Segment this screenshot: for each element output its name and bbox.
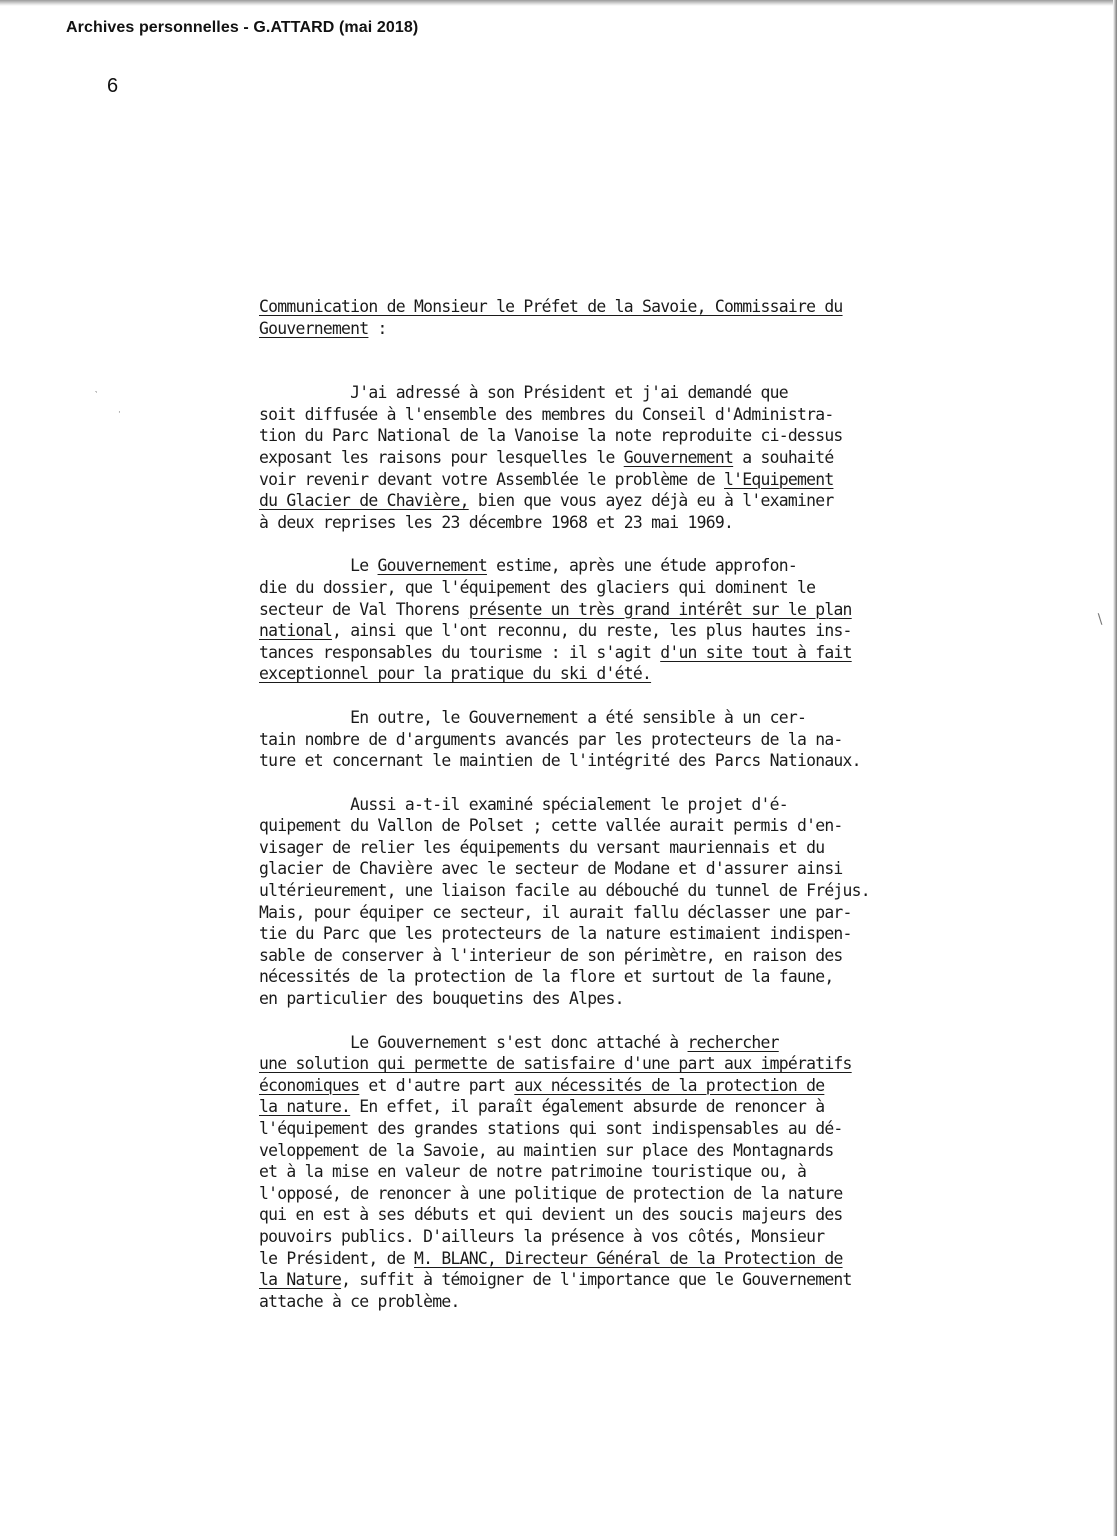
underlined-text: présente un très grand intérêt sur le plan xyxy=(468,599,852,619)
scan-speck: ‵ xyxy=(95,390,98,401)
paragraph xyxy=(259,382,999,533)
underlined-text: Gouvernement xyxy=(623,447,734,467)
text-line: soit diffusée à l'ensemble des membres du Conseil d'Administra- xyxy=(259,404,834,424)
text: a souhaité xyxy=(733,447,834,467)
paragraph xyxy=(259,707,999,772)
text: exposant les raisons pour lesquelles le xyxy=(259,447,624,467)
archive-header: Archives personnelles - G.ATTARD (mai 2018) xyxy=(66,19,419,36)
text-line: Mais, pour équiper ce secteur, il aurait fallu déclasser une par- xyxy=(259,902,852,922)
text: , suffit à témoigner de l'importance que le Gouvernement xyxy=(341,1270,852,1290)
text-line xyxy=(259,1269,999,1291)
text-line xyxy=(259,1075,999,1097)
text: voir revenir devant votre Assemblée le problème de xyxy=(259,469,725,489)
text: En effet, il paraît également absurde de renoncer à xyxy=(350,1097,825,1117)
underlined-text: M. BLANC, Directeur Général de la Protection de xyxy=(414,1248,843,1268)
underlined-text: l'Equipement xyxy=(724,469,834,489)
text: , ainsi que l'ont reconnu, du reste, les plus hautes ins- xyxy=(331,621,852,641)
underlined-text: économiques xyxy=(259,1075,360,1095)
text-line: qui en est à ses débuts et qui devient un des soucis majeurs des xyxy=(259,1205,843,1225)
title-suffix: : xyxy=(368,318,387,338)
underlined-text: une solution qui permette de satisfaire d'une part aux impératifs xyxy=(259,1054,852,1074)
scan-edge-top xyxy=(0,0,1117,6)
underlined-text: Gouvernement xyxy=(377,556,487,576)
underlined-text: la Nature xyxy=(259,1270,342,1290)
text-line: ture et concernant le maintien de l'intégrité des Parcs Nationaux. xyxy=(259,751,861,771)
text-line xyxy=(259,1096,999,1118)
text-line: à deux reprises les 23 décembre 1968 et 23 mai 1969. xyxy=(259,512,734,532)
text-line: En outre, le Gouvernement a été sensible à un cer- xyxy=(259,707,807,727)
text: et d'autre part xyxy=(359,1075,515,1095)
text-line: J'ai adressé à son Président et j'ai demandé que xyxy=(259,383,788,403)
text-line: sable de conserver à l'interieur de son périmètre, en raison des xyxy=(259,945,843,965)
text: bien que vous ayez déjà eu à l'examiner xyxy=(468,491,834,511)
text-line xyxy=(259,620,999,642)
text: secteur de Val Thorens xyxy=(259,599,469,619)
text-line xyxy=(259,663,999,685)
underlined-text: la nature. xyxy=(259,1097,351,1117)
text-line: quipement du Vallon de Polset ; cette vallée aurait permis d'en- xyxy=(259,816,843,836)
document-body xyxy=(259,296,999,1312)
text: tances responsables du tourisme : il s'agit xyxy=(259,642,661,662)
underlined-text: d'un site tout à fait xyxy=(660,642,852,662)
text-line: visager de relier les équipements du versant mauriennais et du xyxy=(259,837,825,857)
text-line: glacier de Chavière avec le secteur de Modane et d'assurer ainsi xyxy=(259,859,843,879)
text-line xyxy=(259,469,999,491)
paragraph xyxy=(259,1032,999,1313)
text-line: pouvoirs publics. D'ailleurs la présence à vos côtés, Monsieur xyxy=(259,1226,825,1246)
underlined-text: exceptionnel pour la pratique du ski d'été. xyxy=(259,664,652,684)
text-line: veloppement de la Savoie, au maintien sur place des Montagnards xyxy=(259,1140,834,1160)
text-line: die du dossier, que l'équipement des glaciers qui dominent le xyxy=(259,577,816,597)
text-line xyxy=(259,1053,999,1075)
text: Le xyxy=(259,556,378,576)
underlined-text: du Glacier de Chavière, xyxy=(259,491,469,511)
text-line xyxy=(259,599,999,621)
text-line xyxy=(259,447,999,469)
text-line: l'équipement des grandes stations qui sont indispensables au dé- xyxy=(259,1119,843,1138)
paragraph xyxy=(259,794,999,1010)
text-line: en particulier des bouquetins des Alpes. xyxy=(259,989,624,1009)
text: le Président, de xyxy=(259,1248,415,1268)
scan-speck: · xyxy=(118,408,121,418)
text-line xyxy=(259,490,999,512)
underlined-text: national xyxy=(259,621,332,641)
text: estime, après une étude approfon- xyxy=(486,556,797,576)
text-line xyxy=(259,555,999,577)
text-line: ultérieurement, une liaison facile au débouché du tunnel de Fréjus. xyxy=(259,881,870,901)
title-line xyxy=(259,318,999,340)
title-line xyxy=(259,296,999,318)
text-line xyxy=(259,642,999,664)
text-line: tain nombre de d'arguments avancés par les protecteurs de la na- xyxy=(259,729,843,749)
paragraph xyxy=(259,555,999,685)
underlined-text: aux nécessités de la protection de xyxy=(514,1075,825,1095)
text-line: attache à ce problème. xyxy=(259,1291,460,1311)
title-text: Gouvernement xyxy=(259,318,369,338)
underlined-text: rechercher xyxy=(687,1032,779,1052)
text: Le Gouvernement s'est donc attaché à xyxy=(259,1032,688,1052)
title-text: Communication de Monsieur le Préfet de la Savoie, Commissaire du xyxy=(259,297,843,316)
text-line: et à la mise en valeur de notre patrimoine touristique ou, à xyxy=(259,1162,807,1182)
text-line xyxy=(259,1032,999,1054)
text-line: l'opposé, de renoncer à une politique de protection de la nature xyxy=(259,1183,843,1203)
text-line xyxy=(259,1248,999,1270)
scan-speck: ∖ xyxy=(1095,612,1104,628)
text-line: tion du Parc National de la Vanoise la note reproduite ci-dessus xyxy=(259,426,843,446)
text-line: nécessités de la protection de la flore et surtout de la faune, xyxy=(259,967,834,987)
text-line: Aussi a-t-il examiné spécialement le projet d'é- xyxy=(259,794,788,814)
page-number: 6 xyxy=(107,75,119,97)
text-line: tie du Parc que les protecteurs de la nature estimaient indispen- xyxy=(259,924,852,944)
scan-edge-right xyxy=(1113,0,1117,1536)
